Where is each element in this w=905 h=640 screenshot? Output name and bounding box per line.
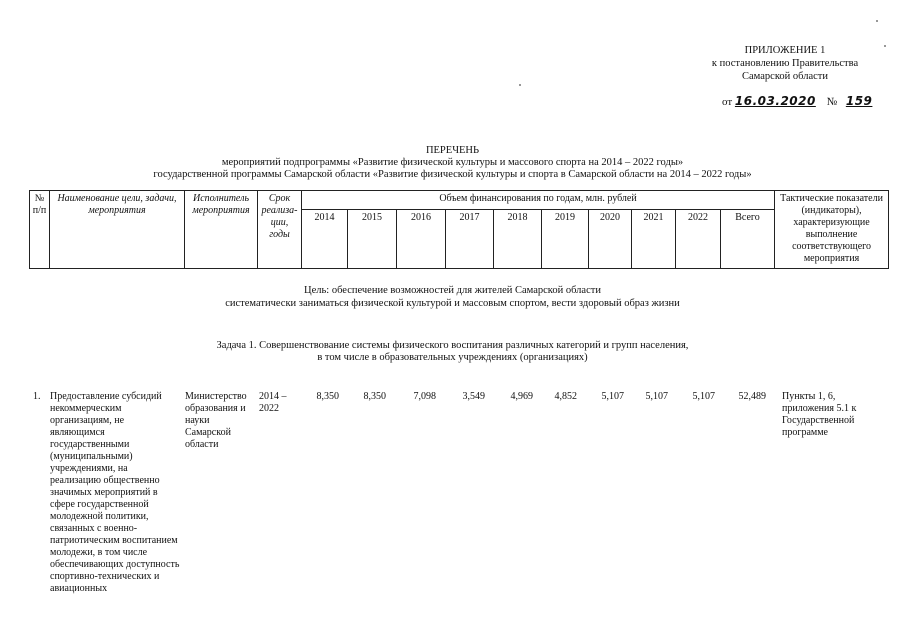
row-value-total: 52,489 — [738, 391, 766, 402]
row-value-2016: 7,098 — [413, 391, 436, 402]
header-indicators: Тактические показатели (индикаторы), характеризующие выполнение соответствующего мероприятия — [775, 191, 889, 269]
row-value-2022: 5,107 — [692, 391, 715, 402]
appendix-block — [700, 44, 870, 83]
row-term-end: 2022 — [259, 403, 279, 414]
header-year: 2021 — [632, 210, 676, 269]
doc-subtitle-2: государственной программы Самарской области «Развитие физической культуры и спорта в Самарской области на 2014 – 2022 годы» — [153, 169, 752, 180]
scan-speck — [519, 84, 521, 86]
appendix-title: ПРИЛОЖЕНИЕ 1 — [744, 45, 826, 56]
header-name: Наименование цели, задачи, мероприятия — [50, 191, 185, 269]
header-year: 2019 — [542, 210, 589, 269]
scan-speck — [876, 20, 878, 22]
header-year: 2022 — [676, 210, 721, 269]
header-num: № п/п — [30, 191, 50, 269]
header-year: 2016 — [397, 210, 446, 269]
row-num: 1. — [33, 391, 41, 402]
header-term: Срок реализа-ции, годы — [258, 191, 302, 269]
decree-date: 16.03.2020 — [734, 94, 816, 108]
from-label: от — [722, 96, 733, 108]
row-indicators: Пункты 1, 6, приложения 5.1 к Государственной программе — [782, 391, 857, 438]
task-line-1: Задача 1. Совершенствование системы физического воспитания различных категорий и групп населения, — [216, 340, 689, 351]
header-funding: Объем финансирования по годам, млн. рублей — [302, 191, 775, 210]
row-value-2017: 3,549 — [462, 391, 485, 402]
row-name: Предоставление субсидий некоммерческим организациям, не являющимся государственными (муниципальными) учреждениями, на реализацию общественно значимых мероприятий в сфере государственной молодежной политики, связанных с военно-патриотическим воспитанием молодежи, в том числе обеспечивающих доступность спортивно-технических и авиационных — [50, 391, 180, 594]
decree-number: 159 — [845, 94, 873, 108]
row-executor: Министерство образования и науки Самарской области — [185, 391, 247, 450]
row-value-2014: 8,350 — [316, 391, 339, 402]
task-line-2: в том числе в образовательных учреждениях (организациях) — [317, 352, 588, 363]
header-year: 2015 — [348, 210, 397, 269]
row-value-2018: 4,969 — [510, 391, 533, 402]
appendix-decree: к постановлению Правительства — [711, 58, 859, 69]
doc-title: ПЕРЕЧЕНЬ — [425, 145, 480, 156]
doc-subtitle-1: мероприятий подпрограммы «Развитие физической культуры и массового спорта на 2014 – 2022 годы» — [221, 157, 684, 168]
header-executor: Исполнитель мероприятия — [185, 191, 258, 269]
row-value-2019: 4,852 — [554, 391, 577, 402]
appendix-region: Самарской области — [742, 71, 828, 82]
header-year: 2014 — [302, 210, 348, 269]
row-value-2020: 5,107 — [601, 391, 624, 402]
scan-speck — [884, 45, 886, 47]
goal-line-1: Цель: обеспечение возможностей для жителей Самарской области — [304, 285, 601, 296]
decree-reference — [722, 94, 872, 108]
number-label: № — [826, 96, 838, 108]
header-year: 2018 — [494, 210, 542, 269]
row-value-2015: 8,350 — [363, 391, 386, 402]
header-year: 2020 — [589, 210, 632, 269]
row-term — [259, 391, 287, 415]
row-value-2021: 5,107 — [645, 391, 668, 402]
row-term-start: 2014 – — [259, 391, 287, 402]
goal-line-2: систематически заниматься физической культурой и массовым спортом, вести здоровый образ жизни — [225, 298, 680, 309]
header-total: Всего — [721, 210, 775, 269]
header-year: 2017 — [446, 210, 494, 269]
measures-table-header — [29, 190, 889, 269]
